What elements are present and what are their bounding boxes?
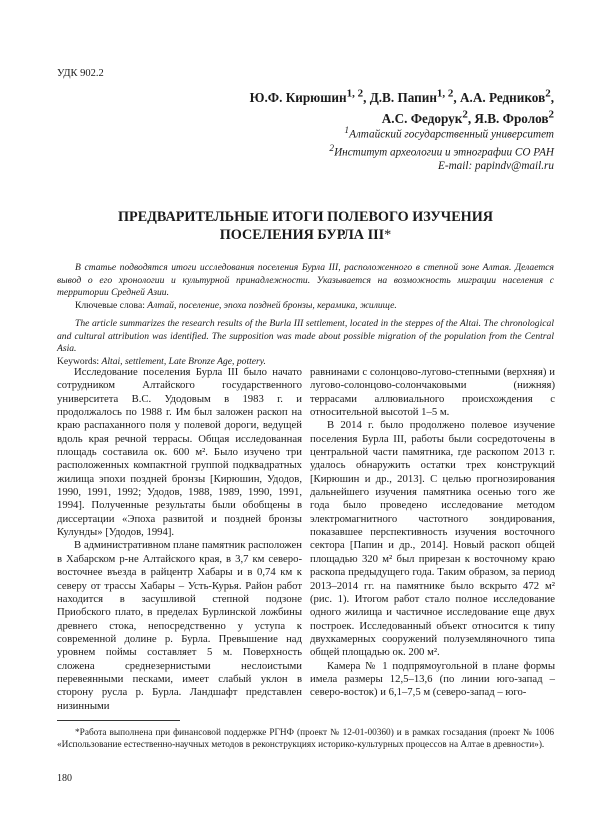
author-affil-sup: 2 [548,108,554,121]
author [250,90,370,105]
author-affil-sup: 1, 2 [436,88,454,100]
separator: , [363,90,370,106]
author [370,90,460,105]
author-name: Д.В. Папин [369,90,437,106]
footnote-mark: * [384,227,392,243]
footnote-text: *Работа выполнена при финансовой поддержке РГНФ (проект № 12-01-00360) и в рамках госзадания (проект № 1006 «Использование естественно-научных методов в реконструкциях историко-культурных процессов на Алтае в древности»). [57,728,554,751]
author-name: А.А. Редников [460,90,546,106]
separator: , [467,110,475,126]
abstract-text: The article summarizes the research results of the Burla III settlement, located in the steppes of the Altai. The chronological and cultural attribution was identified. The supposition was made about possible migration of the population from the Central Asia. [57,318,554,355]
keywords-text: Altai, settlement, Late Bronze Age, pottery. [101,355,266,367]
page-number: 180 [57,773,72,784]
paragraph: В 2014 г. было продолжено полевое изучение поселения Бурла III, работы были сосредоточены в центральной части памятника, где раскопом 2013 г. удалось обнаружить остатки трех конструкций [Кирюшин и др., 2013]. С целью прогнозирования дальнейшего изучения памятника осенью того же года было проведено исследование методом электромагнитного частотного зондирования, показавшее перспективность изучения восточного сектора [Папин и др., 2014]. Новый раскоп общей площадью 320 м² был прирезан к восточному краю раскопа предыдущего года. Таким образом, за период 2013–2014 гг. на памятнике было вскрыто 472 м² (рис. 1). Итогом работ стало полное исследование одного жилища и частичное исследование еще двух построек. Исследованный объект относится к типу двухкамерных сооружений полуземляночного типа общей площадью ок. 200 м². [310,419,555,659]
separator: , [453,90,461,106]
abstract-ru [57,262,554,312]
keywords-text: Алтай, поселение, эпоха поздней бронзы, керамика, жилище. [147,299,397,311]
author-name: А.С. Федорук [381,110,463,126]
affiliation-text: Алтайский государственный университет [349,128,554,141]
affiliation-text: Институт археологии и этнографии СО РАН [334,146,554,159]
title-line [57,226,554,244]
author-name: Ю.Ф. Кирюшин [249,90,347,106]
title-line: ПРЕДВАРИТЕЛЬНЫЕ ИТОГИ ПОЛЕВОГО ИЗУЧЕНИЯ [118,209,493,225]
author-affil-sup: 1, 2 [346,88,364,100]
affil-sup: 1 [344,126,350,136]
article-title [57,208,554,244]
authors [94,86,554,127]
keywords-label: Keywords: [57,355,102,367]
paragraph: В административном плане памятник расположен в Хабарском р-не Алтайского края, в 3,7 км северо-восточнее въезда в райцентр Хабары и в 0,74 км к северу от трассы Хабары – Усть-Курья. Район работ находится в засушливой степной подзоне Приобского плато, в пределах Бурлинской ложбины древнего стока, непосредственно у уступа к современной долине р. Бурла. Превышение над уровнем поймы составляет 5 м. Поверхность сложена среднезернистыми неслоистыми перевеянными песками, имеет слабый уклон в сторону русла р. Бурла. Ландшафт представлен низинными [57,539,302,712]
affiliation [94,142,554,160]
affiliation [94,124,554,142]
abstract-text: В статье подводятся итоги исследования поселения Бурла III, расположенного в степной зоне Алтая. Делается вывод о его хронологии и культурной принадлежности. Указывается на возможность миграции населения с территории Средней Азии. [57,262,554,299]
affil-sup: 2 [329,143,335,154]
affiliations [94,124,554,173]
title-text: ПОСЕЛЕНИЯ БУРЛА III [219,227,385,243]
paragraph: Исследование поселения Бурла III было начато сотрудником Алтайского государственного университета В.С. Удодовым в 1983 г. и продолжалось по 1988 г. Им был заложен раскоп на краю распаханного поля у полевой дороги, ведущей вдоль края речной террасы. Общая исследованная площадь составила ок. 600 м². Было изучено три расположенных компактной группой подквадратных жилища эпохи поздней бронзы [Кирюшин, Удодов, 1990, 1991, 1992; Удодов, 1988, 1989, 1990, 1991, 1994]. Полученные результаты были обобщены в диссертации «Эпоха развитой и поздней бронзы Кулунды» [Удодов, 1994]. [57,366,302,539]
paragraph: равнинами с солонцово-лугово-степными (верхняя) и лугово-солонцово-солончаковыми (нижняя) террасами аллювиального происхождения с относительной высотой 1–5 м. [310,366,555,419]
paragraph: Камера № 1 подпрямоугольной в плане формы имела размеры 12,5–13,6 (по линии юго-запад – северо-восток) и 6,1–7,5 м (северо-запад – юго- [310,659,555,699]
author-name: Я.В. Фролов [474,110,549,126]
body-column-right [310,366,555,700]
footnote-divider [57,720,180,721]
body-column-left [57,366,302,713]
keywords-label: Ключевые слова: [75,299,148,311]
separator: , [550,90,554,106]
udk-code: УДК 902.2 [57,68,104,79]
author-affil-sup: 2 [545,88,551,100]
abstract-en [57,318,554,368]
author-affil-sup: 2 [462,108,468,121]
email: E-mail: papindv@mail.ru [438,160,554,173]
authors-line-1 [94,86,554,106]
author [460,90,554,105]
footnote [57,727,554,752]
